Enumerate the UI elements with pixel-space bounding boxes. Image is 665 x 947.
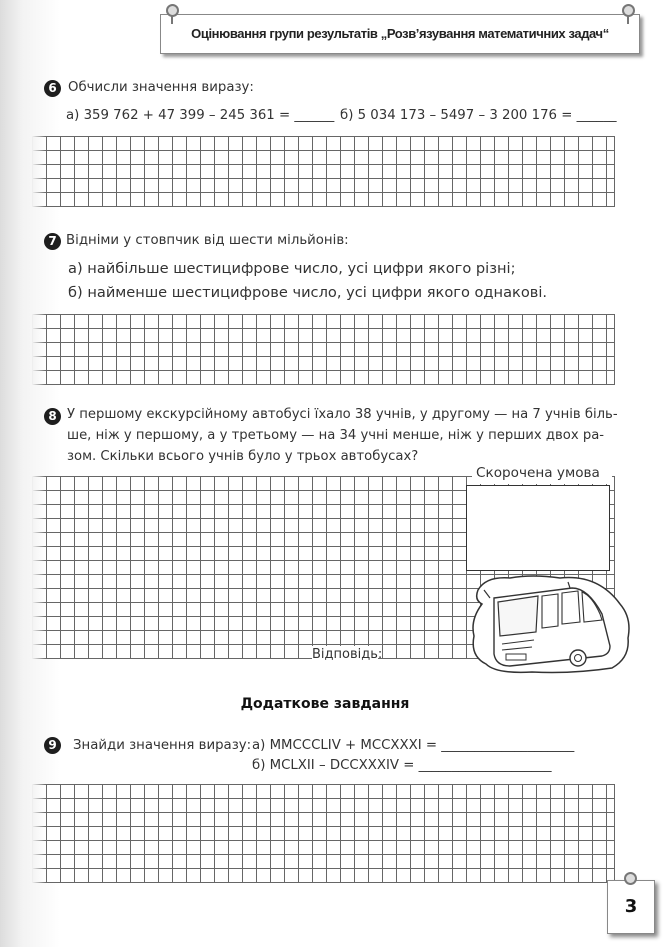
task-number: 9 <box>44 737 61 754</box>
answer-grid[interactable] <box>32 314 615 385</box>
page-number-box <box>607 880 655 934</box>
header-title: Оцінювання групи результатів „Розв’язування математичних задач“ <box>191 26 609 41</box>
task6-expression-a: а) 359 762 + 47 399 – 245 361 = ______ <box>66 108 335 123</box>
task-number: 7 <box>44 233 61 250</box>
task6-prompt: Обчисли значення виразу: <box>68 80 254 95</box>
task8-line: У першому екскурсійному автобусі їхало 38 учнів, у другому — на 7 учнів біль- <box>67 407 618 422</box>
task7-prompt: Відніми у стовпчик від шести мільйонів: <box>66 233 349 248</box>
grid-edge-fade <box>32 784 46 883</box>
answer-grid[interactable] <box>32 784 615 883</box>
bus-icon <box>462 570 634 680</box>
page-number: 3 <box>624 896 638 917</box>
task8-line: ше, ніж у першому, а у третьому — на 34 учні менше, ніж у перших двох ра- <box>67 428 605 443</box>
short-condition-box[interactable] <box>466 485 610 571</box>
short-condition-label: Скорочена умова <box>476 465 600 481</box>
extra-task-title: Додаткове завдання <box>240 696 410 712</box>
task9-prompt: Знайди значення виразу: <box>73 738 252 753</box>
task9-expression-b: б) MCLXII – DCCXXXIV = ____________________ <box>252 758 552 773</box>
pin-stem <box>627 15 629 24</box>
grid-edge-fade <box>32 476 46 659</box>
task9-expression-a: а) MMCCCLIV + MCCXXXI = ____________________ <box>252 738 575 753</box>
task-number: 6 <box>44 80 61 97</box>
pin-stem <box>171 15 173 24</box>
task8-line: зом. Скільки всього учнів було у трьох автобусах? <box>67 449 419 464</box>
answer-label: Відповідь: <box>312 647 383 662</box>
task6-expression-b: б) 5 034 173 – 5497 – 3 200 176 = ______ <box>340 108 617 123</box>
task-number: 8 <box>44 408 61 425</box>
pin-icon <box>624 872 637 885</box>
grid-edge-fade <box>32 136 46 207</box>
grid-edge-fade <box>32 314 46 385</box>
header-banner <box>160 14 640 54</box>
answer-grid[interactable] <box>32 136 615 207</box>
task7-item-b: б) найменше шестицифрове число, усі цифри якого однакові. <box>68 284 548 301</box>
task7-item-a: а) найбільше шестицифрове число, усі цифри якого різні; <box>68 260 516 277</box>
